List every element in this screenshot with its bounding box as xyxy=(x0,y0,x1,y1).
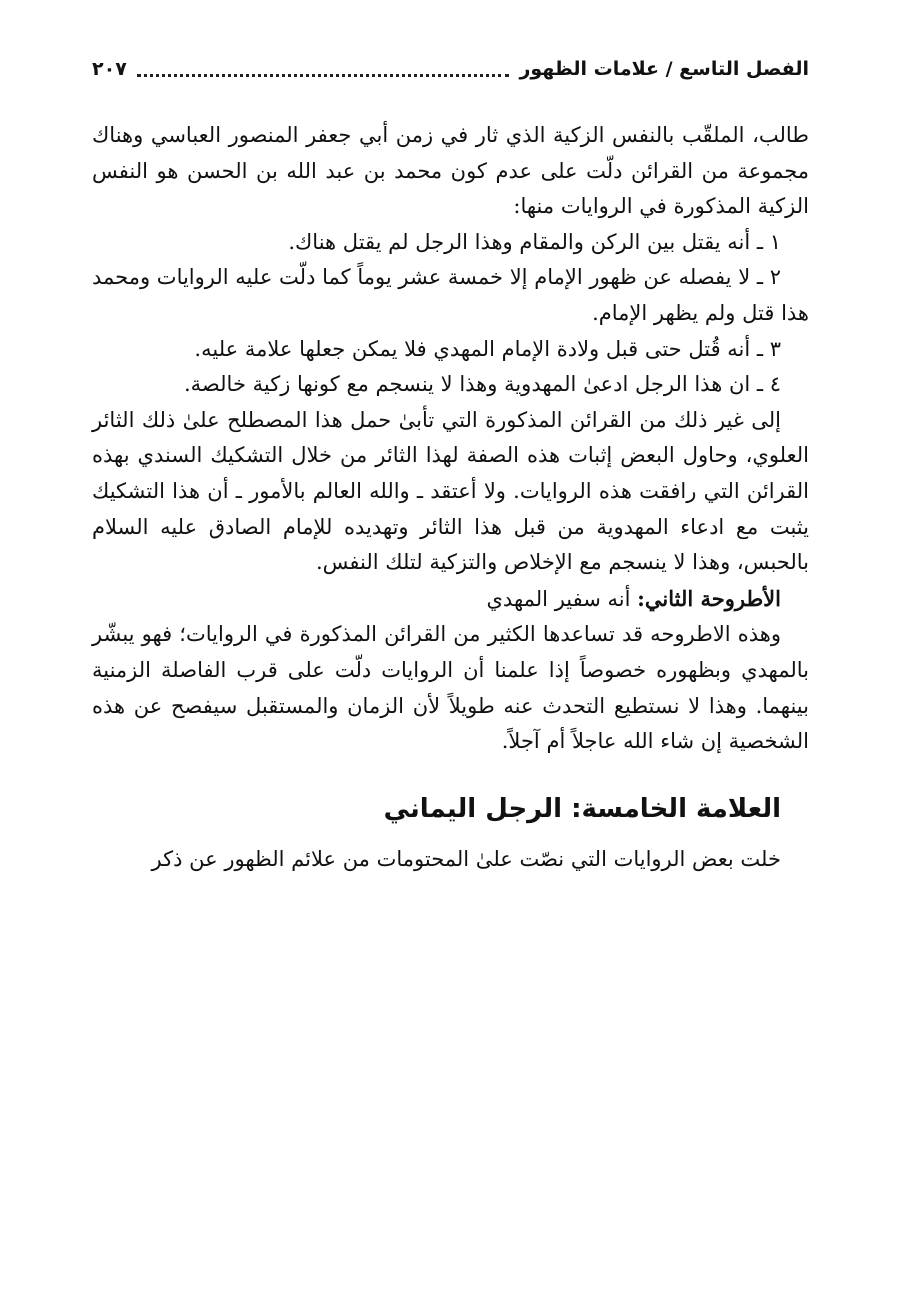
subheading-second-thesis xyxy=(92,581,809,618)
list-item-3: ٣ ـ أنه قُتل حتى قبل ولادة الإمام المهدي فلا يمكن جعلها علامة عليه. xyxy=(194,336,781,361)
paragraph-4: خلت بعض الروايات التي نصّت علىٰ المحتومات من علائم الظهور عن ذكر xyxy=(151,846,781,871)
body-text xyxy=(92,118,809,877)
list-item-4: ٤ ـ ان هذا الرجل ادعىٰ المهدوية وهذا لا ينسجم مع كونها زكية خالصة. xyxy=(184,372,781,397)
list-item-1: ١ ـ أنه يقتل بين الركن والمقام وهذا الرجل لم يقتل هناك. xyxy=(288,229,781,254)
paragraph-3: وهذه الاطروحه قد تساعدها الكثير من القرائن المذكورة في الروايات؛ فهو يبشّر بالمهدي وبظهوره خصوصاً إذا علمنا أن الروايات دلّت على قرب الفاصلة الزمنية بينهما. وهذا لا نستطيع التحدث عنه طويلاً لأن الزمان والمستقبل سيفصح عن هذه الشخصية إن شاء الله عاجلاً أم آجلاً. xyxy=(92,622,809,754)
list-item-2: ٢ ـ لا يفصله عن ظهور الإمام إلا خمسة عشر يوماً كما دلّت عليه الروايات ومحمد هذا قتل ولم يظهر الإمام. xyxy=(92,265,809,325)
section-heading: العلامة الخامسة: الرجل اليماني xyxy=(383,793,781,824)
chapter-title: الفصل التاسع / علامات الظهور xyxy=(519,58,809,80)
header-leader-dots xyxy=(137,74,510,77)
subheading-label: الأطروحة الثاني: xyxy=(637,585,781,611)
paragraph-continuation: طالب، الملقّب بالنفس الزكية الذي ثار في زمن أبي جعفر المنصور العباسي وهناك مجموعة من القرائن دلّت على عدم كون محمد بن عبد الله بن الحسن هو النفس الزكية المذكورة في الروايات منها: xyxy=(92,123,809,219)
subheading-text: أنه سفير المهدي xyxy=(486,586,638,611)
paragraph-2: إلى غير ذلك من القرائن المذكورة التي تأبىٰ حمل هذا المصطلح علىٰ ذلك الثائر العلوي، وحاول البعض إثبات هذه الصفة لهذا الثائر من خلال التشكيك السندي بهذه القرائن التي رافقت هذه الروايات. ولا أعتقد ـ والله العالم بالأمور ـ أن هذا التشكيك يثبت مع ادعاء المهدوية من قبل هذا الثائر وتهديده للإمام الصادق عليه السلام بالحبس، وهذا لا ينسجم مع الإخلاص والتزكية لتلك النفس. xyxy=(92,407,809,575)
running-header xyxy=(92,52,809,86)
page-number: ٢٠٧ xyxy=(92,58,127,80)
